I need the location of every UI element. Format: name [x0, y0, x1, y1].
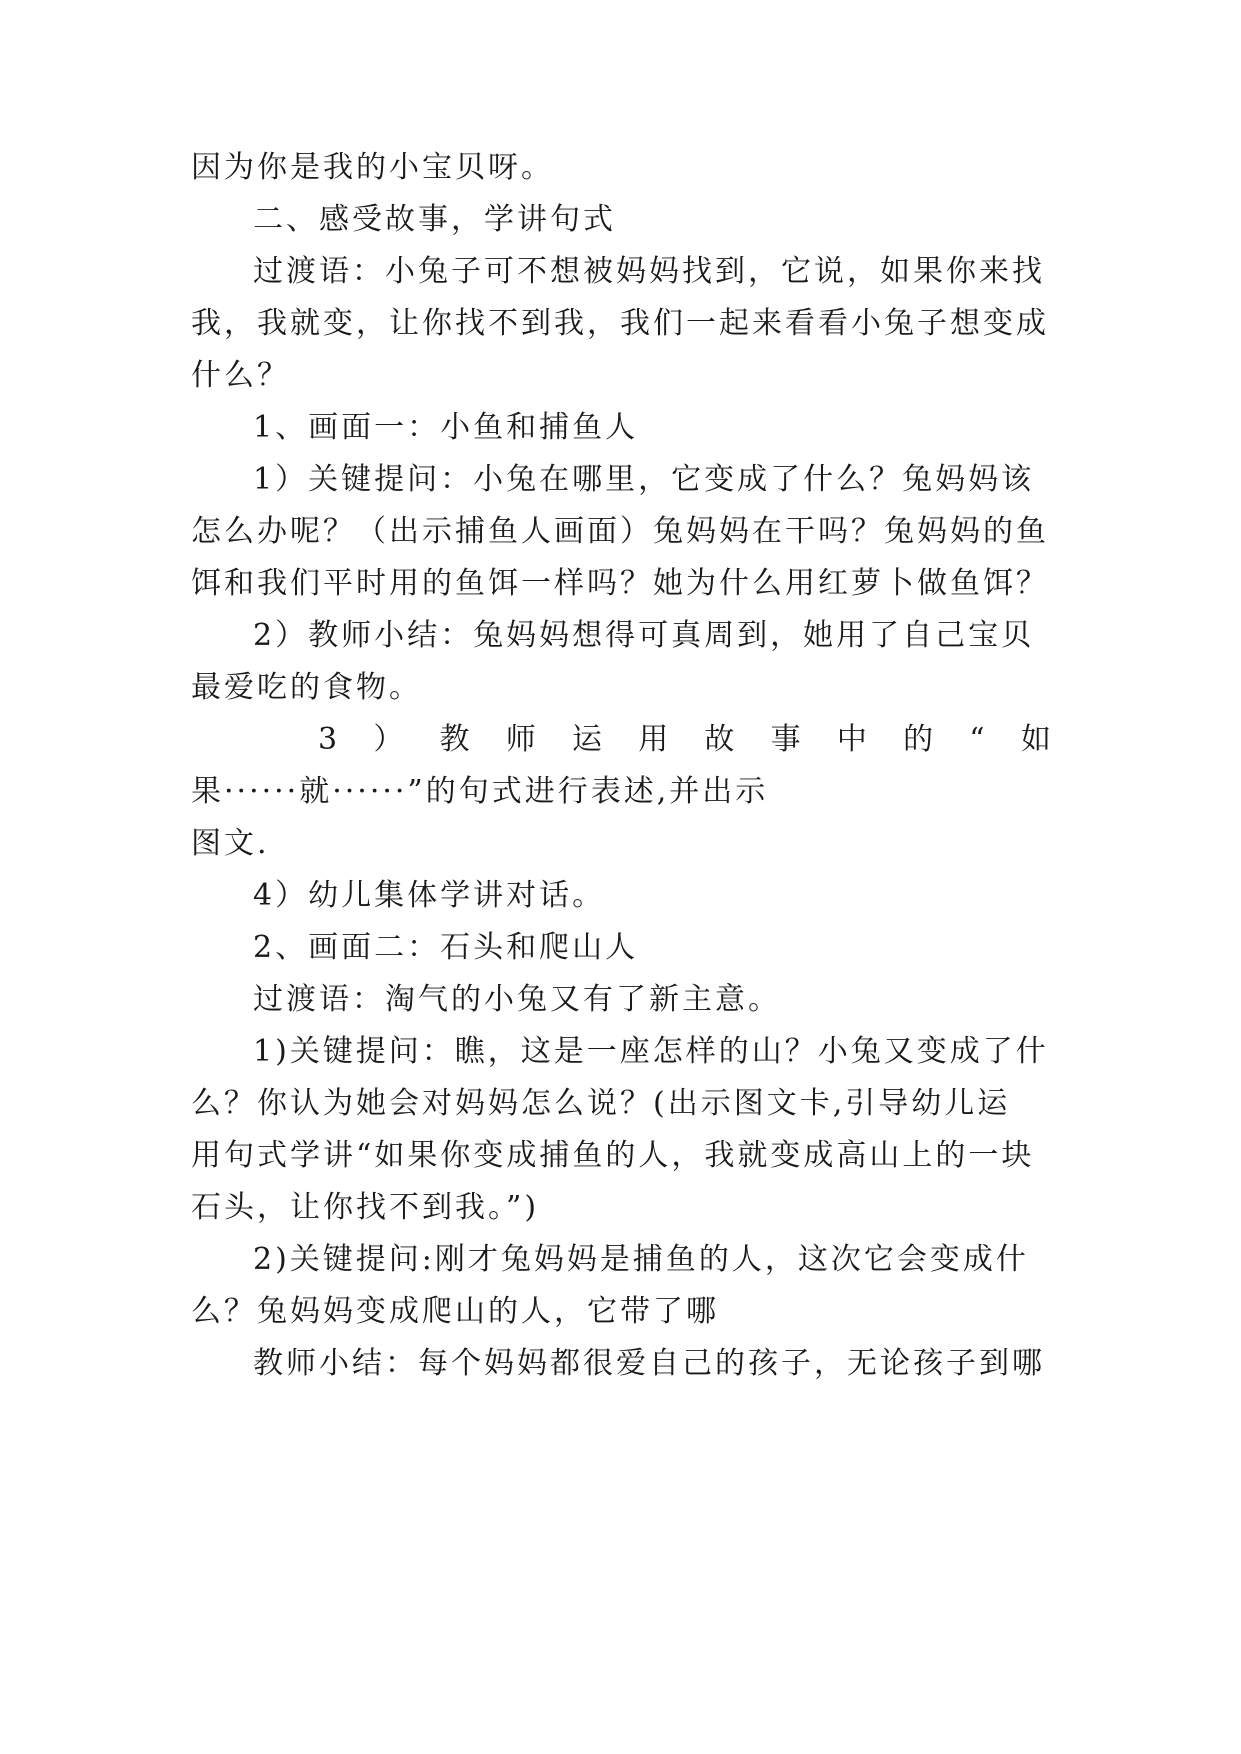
text-line: 过渡语：淘气的小兔又有了新主意。 [253, 982, 781, 1017]
char: ） [373, 722, 404, 757]
text-line: 图文. [191, 826, 270, 861]
char: 用 [638, 722, 669, 757]
text-line: 1)关键提问：瞧，这是一座怎样的山？小兔又变成了什 [253, 1034, 1049, 1069]
section-heading: 二、感受故事，学讲句式 [253, 202, 616, 237]
char: “ [969, 722, 985, 757]
text-line: 4）幼儿集体学讲对话。 [253, 878, 606, 913]
text-line: 教师小结：每个妈妈都很爱自己的孩子，无论孩子到哪 [253, 1346, 1045, 1381]
text-line: 果······就······”的句式进行表述,并出示 [191, 774, 769, 809]
text-line: 2）教师小结：兔妈妈想得可真周到，她用了自己宝贝 [253, 618, 1035, 653]
char: 3 [318, 722, 338, 757]
text-line: 过渡语：小兔子可不想被妈妈找到，它说，如果你来找 [253, 254, 1045, 289]
char: 教 [439, 722, 470, 757]
text-line: 2)关键提问:刚才兔妈妈是捕鱼的人，这次它会变成什 [253, 1242, 1029, 1277]
char: 如 [1020, 722, 1051, 757]
text-line: 石头，让你找不到我。”) [191, 1190, 540, 1225]
text-line: 么？兔妈妈变成爬山的人，它带了哪 [191, 1294, 719, 1329]
subsection-heading: 1、画面一：小鱼和捕鱼人 [253, 410, 639, 445]
text-line: 什么？ [191, 358, 290, 393]
text-line: 么？你认为她会对妈妈怎么说？(出示图文卡,引导幼儿运 [191, 1086, 1011, 1121]
char: 师 [505, 722, 536, 757]
text-line: 饵和我们平时用的鱼饵一样吗？她为什么用红萝卜做鱼饵？ [191, 566, 1049, 601]
text-line: 我，我就变，让你找不到我，我们一起来看看小兔子想变成 [191, 306, 1049, 341]
char: 的 [903, 722, 934, 757]
char: 事 [770, 722, 801, 757]
text-line-justified [318, 720, 1051, 760]
char: 故 [704, 722, 735, 757]
text-line: 因为你是我的小宝贝呀。 [191, 150, 554, 185]
subsection-heading: 2、画面二：石头和爬山人 [253, 930, 639, 965]
char: 运 [571, 722, 602, 757]
text-line: 怎么办呢？（出示捕鱼人画面）兔妈妈在干吗？兔妈妈的鱼 [191, 514, 1049, 549]
char: 中 [836, 722, 867, 757]
text-line: 用句式学讲“如果你变成捕鱼的人，我就变成高山上的一块 [191, 1138, 1035, 1173]
text-line: 1）关键提问：小兔在哪里，它变成了什么？兔妈妈该 [253, 462, 1035, 497]
text-line: 最爱吃的食物。 [191, 670, 422, 705]
